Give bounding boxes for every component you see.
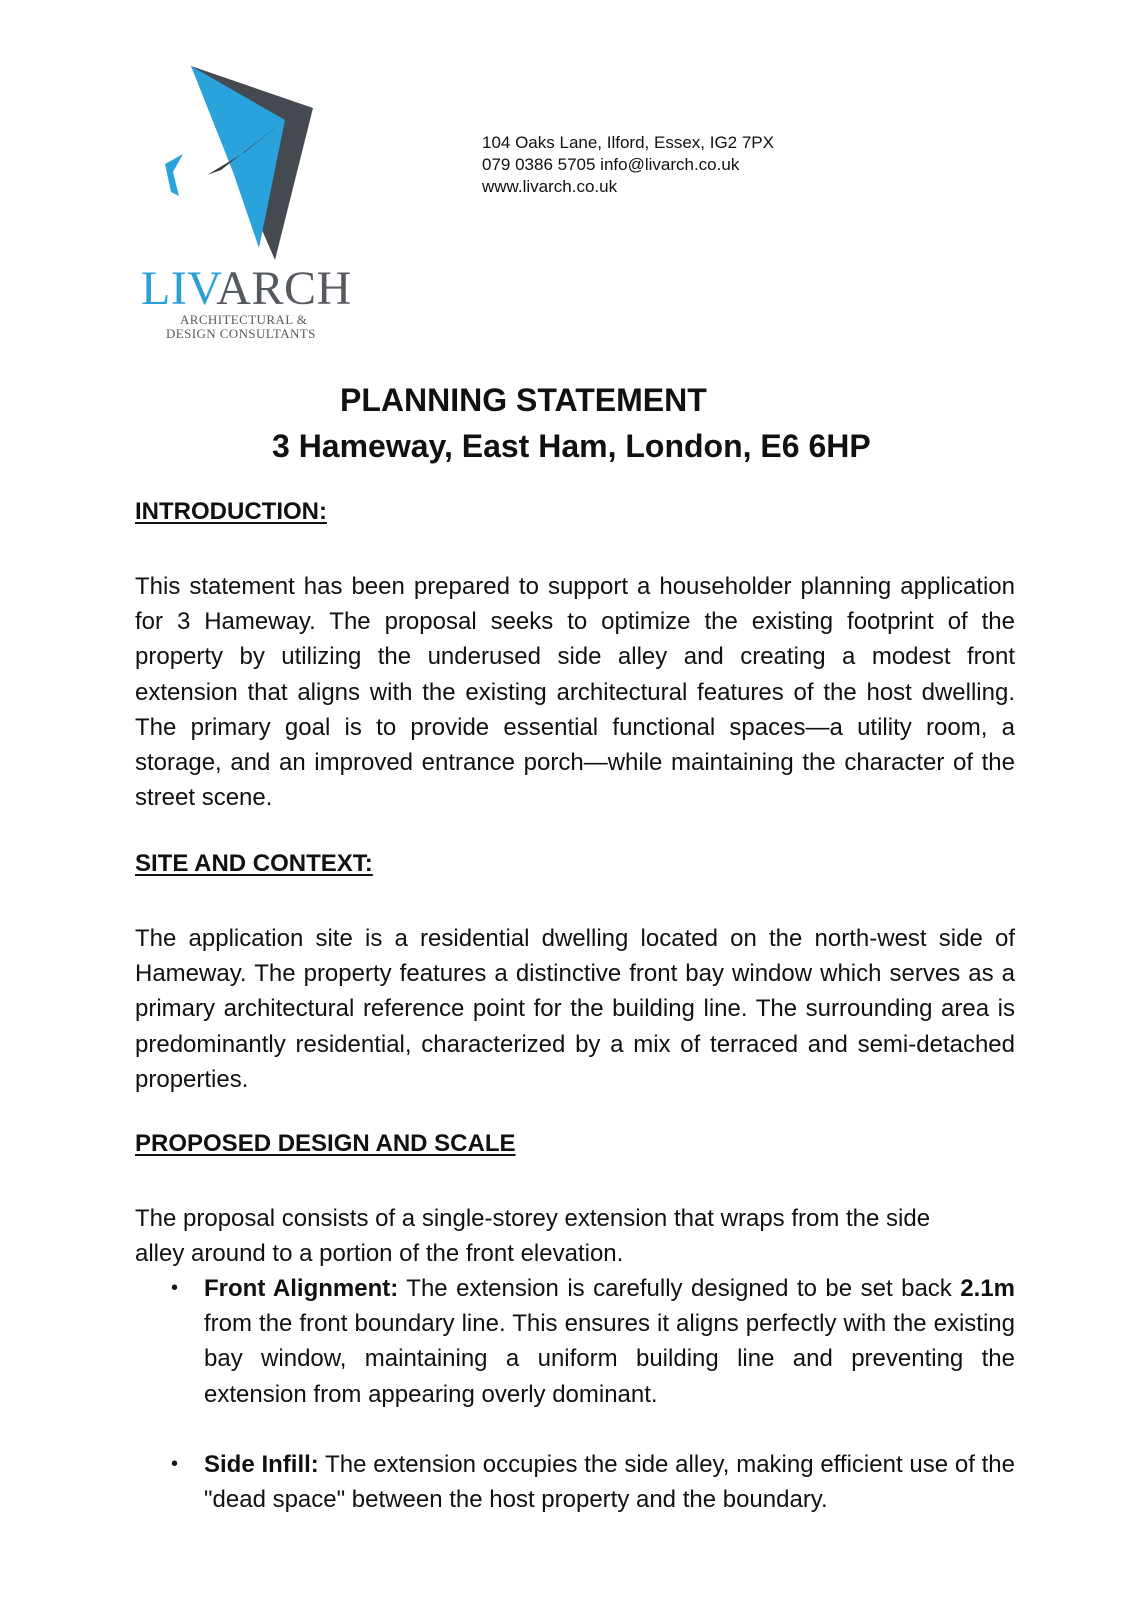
list-item (135, 1447, 1015, 1517)
bullet-label: Front Alignment: (204, 1275, 399, 1302)
contact-website: www.livarch.co.uk (482, 177, 618, 196)
logo-mark-icon (135, 60, 375, 270)
bullet-label: Side Infill: (204, 1450, 319, 1478)
logo-subtitle-line1: ARCHITECTURAL & (180, 312, 308, 327)
site-context-heading: SITE AND CONTEXT: (135, 850, 373, 877)
introduction-body: This statement has been prepared to support a householder planning application for 3 Hameway. The proposal seeks to optimize the existing footprint of the property by utilizing the underused side alley and creating a modest front extension that aligns with the existing architectural features of the host dwelling. The primary goal is to provide essential functional spaces—a utility room, a storage, and an improved entrance porch—while maintaining the character of the street scene. (135, 573, 1015, 812)
logo-wordmark (141, 262, 352, 315)
bullet-text-after: from the front boundary line. This ensures it aligns perfectly with the existing bay window, maintaining a uniform building line and preventing the extension from appearing overly dominant. (204, 1310, 1015, 1408)
site-context-body: The application site is a residential dwelling located on the north-west side of Hameway. The property features a distinctive front bay window which serves as a primary architectural reference point for the building line. The surrounding area is predominantly residential, characterized by a mix of terraced and semi-detached properties. (135, 925, 1015, 1093)
company-logo (135, 60, 375, 350)
proposed-design-body: The proposal consists of a single-storey extension that wraps from the side alley around to a portion of the front elevation. (135, 1205, 931, 1268)
bullet-text-before: The extension is carefully designed to be set back (398, 1275, 961, 1302)
document-address-title: 3 Hameway, East Ham, London, E6 6HP (272, 428, 871, 464)
contact-block (482, 132, 774, 198)
logo-subtitle-line2: DESIGN CONSULTANTS (166, 326, 316, 341)
list-item (135, 1271, 1015, 1412)
proposed-design-bullets (135, 1271, 1015, 1517)
contact-address: 104 Oaks Lane, Ilford, Essex, IG2 7PX (482, 133, 774, 152)
introduction-heading: INTRODUCTION: (135, 498, 327, 525)
bullet-text-before: The extension occupies the side alley, making efficient use of the "dead space" between the host property and the boundary. (204, 1450, 1015, 1514)
proposed-design-heading: PROPOSED DESIGN AND SCALE (135, 1130, 516, 1157)
logo-wordmark-arch: ARCH (216, 262, 352, 315)
logo-wordmark-liv: LIV (141, 262, 217, 315)
bullet-icon: • (171, 1452, 179, 1475)
contact-phone-email: 079 0386 5705 info@livarch.co.uk (482, 155, 740, 174)
document-title: PLANNING STATEMENT (340, 382, 707, 418)
bullet-emphasis: 2.1m (960, 1275, 1015, 1302)
bullet-icon: • (171, 1277, 179, 1299)
